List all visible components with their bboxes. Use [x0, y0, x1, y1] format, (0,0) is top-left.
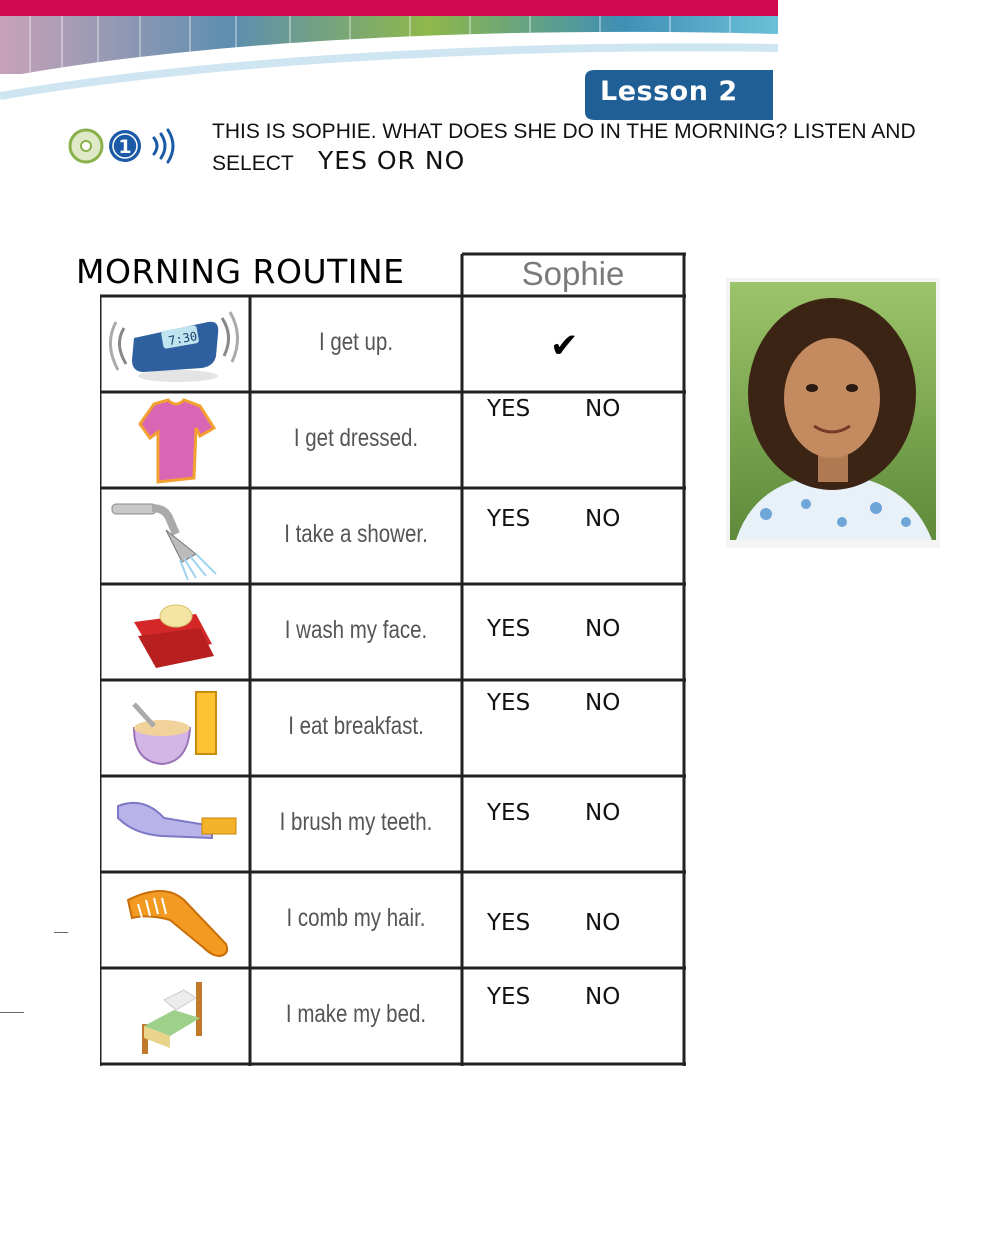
column-header-sophie: Sophie: [521, 255, 625, 292]
comb-icon: [104, 874, 248, 966]
shirt-icon: [104, 394, 248, 486]
yes-option-shower[interactable]: YES: [487, 506, 531, 532]
instruction-line-1: THIS IS SOPHIE. WHAT DOES SHE DO IN THE MORNING? LISTEN AND: [212, 120, 916, 143]
bed-icon: [104, 970, 248, 1062]
cd-icon: [70, 130, 102, 162]
no-option-wash-face[interactable]: NO: [585, 616, 621, 642]
activity-get-up: I get up.: [318, 328, 394, 356]
cereal-juice-icon: [104, 682, 248, 774]
activity-wash-face: I wash my face.: [284, 616, 428, 644]
no-option-dressed[interactable]: NO: [585, 396, 621, 422]
toothbrush-icon: [104, 778, 248, 870]
instruction-emphasis: YES OR NO: [318, 146, 466, 175]
no-option-shower[interactable]: NO: [585, 506, 621, 532]
no-option-make-bed[interactable]: NO: [585, 984, 621, 1010]
activity-take-shower: I take a shower.: [284, 520, 428, 548]
sophie-photo: [726, 278, 940, 548]
towel-soap-icon: [104, 586, 248, 678]
track-number: 1: [118, 136, 132, 158]
activity-comb-hair: I comb my hair.: [286, 904, 426, 932]
track-number-icon: [109, 130, 141, 162]
no-option-breakfast[interactable]: NO: [585, 690, 621, 716]
yes-option-breakfast[interactable]: YES: [487, 690, 531, 716]
yes-option-wash-face[interactable]: YES: [487, 616, 531, 642]
margin-mark: [54, 932, 68, 933]
activity-brush-teeth: I brush my teeth.: [279, 808, 433, 836]
lesson-label: Lesson 2: [600, 76, 738, 107]
no-option-brush-teeth[interactable]: NO: [585, 800, 621, 826]
example-checkmark: ✔: [550, 326, 579, 366]
activity-make-bed: I make my bed.: [285, 1000, 427, 1028]
yes-option-make-bed[interactable]: YES: [487, 984, 531, 1010]
yes-option-dressed[interactable]: YES: [487, 396, 531, 422]
shower-icon: [104, 490, 248, 582]
sound-waves-icon: [154, 130, 173, 162]
activity-eat-breakfast: I eat breakfast.: [288, 712, 424, 740]
yes-option-brush-teeth[interactable]: YES: [487, 800, 531, 826]
alarm-clock-icon: [104, 298, 248, 390]
margin-mark: [0, 1012, 24, 1013]
no-option-comb-hair[interactable]: NO: [585, 910, 621, 936]
instruction-line-2: SELECT: [212, 152, 294, 175]
audio-track-icons[interactable]: [68, 126, 180, 166]
yes-option-comb-hair[interactable]: YES: [487, 910, 531, 936]
svg-text:7:30: 7:30: [167, 329, 199, 348]
activity-get-dressed: I get dressed.: [293, 424, 419, 452]
table-title: MORNING ROUTINE: [76, 252, 405, 291]
